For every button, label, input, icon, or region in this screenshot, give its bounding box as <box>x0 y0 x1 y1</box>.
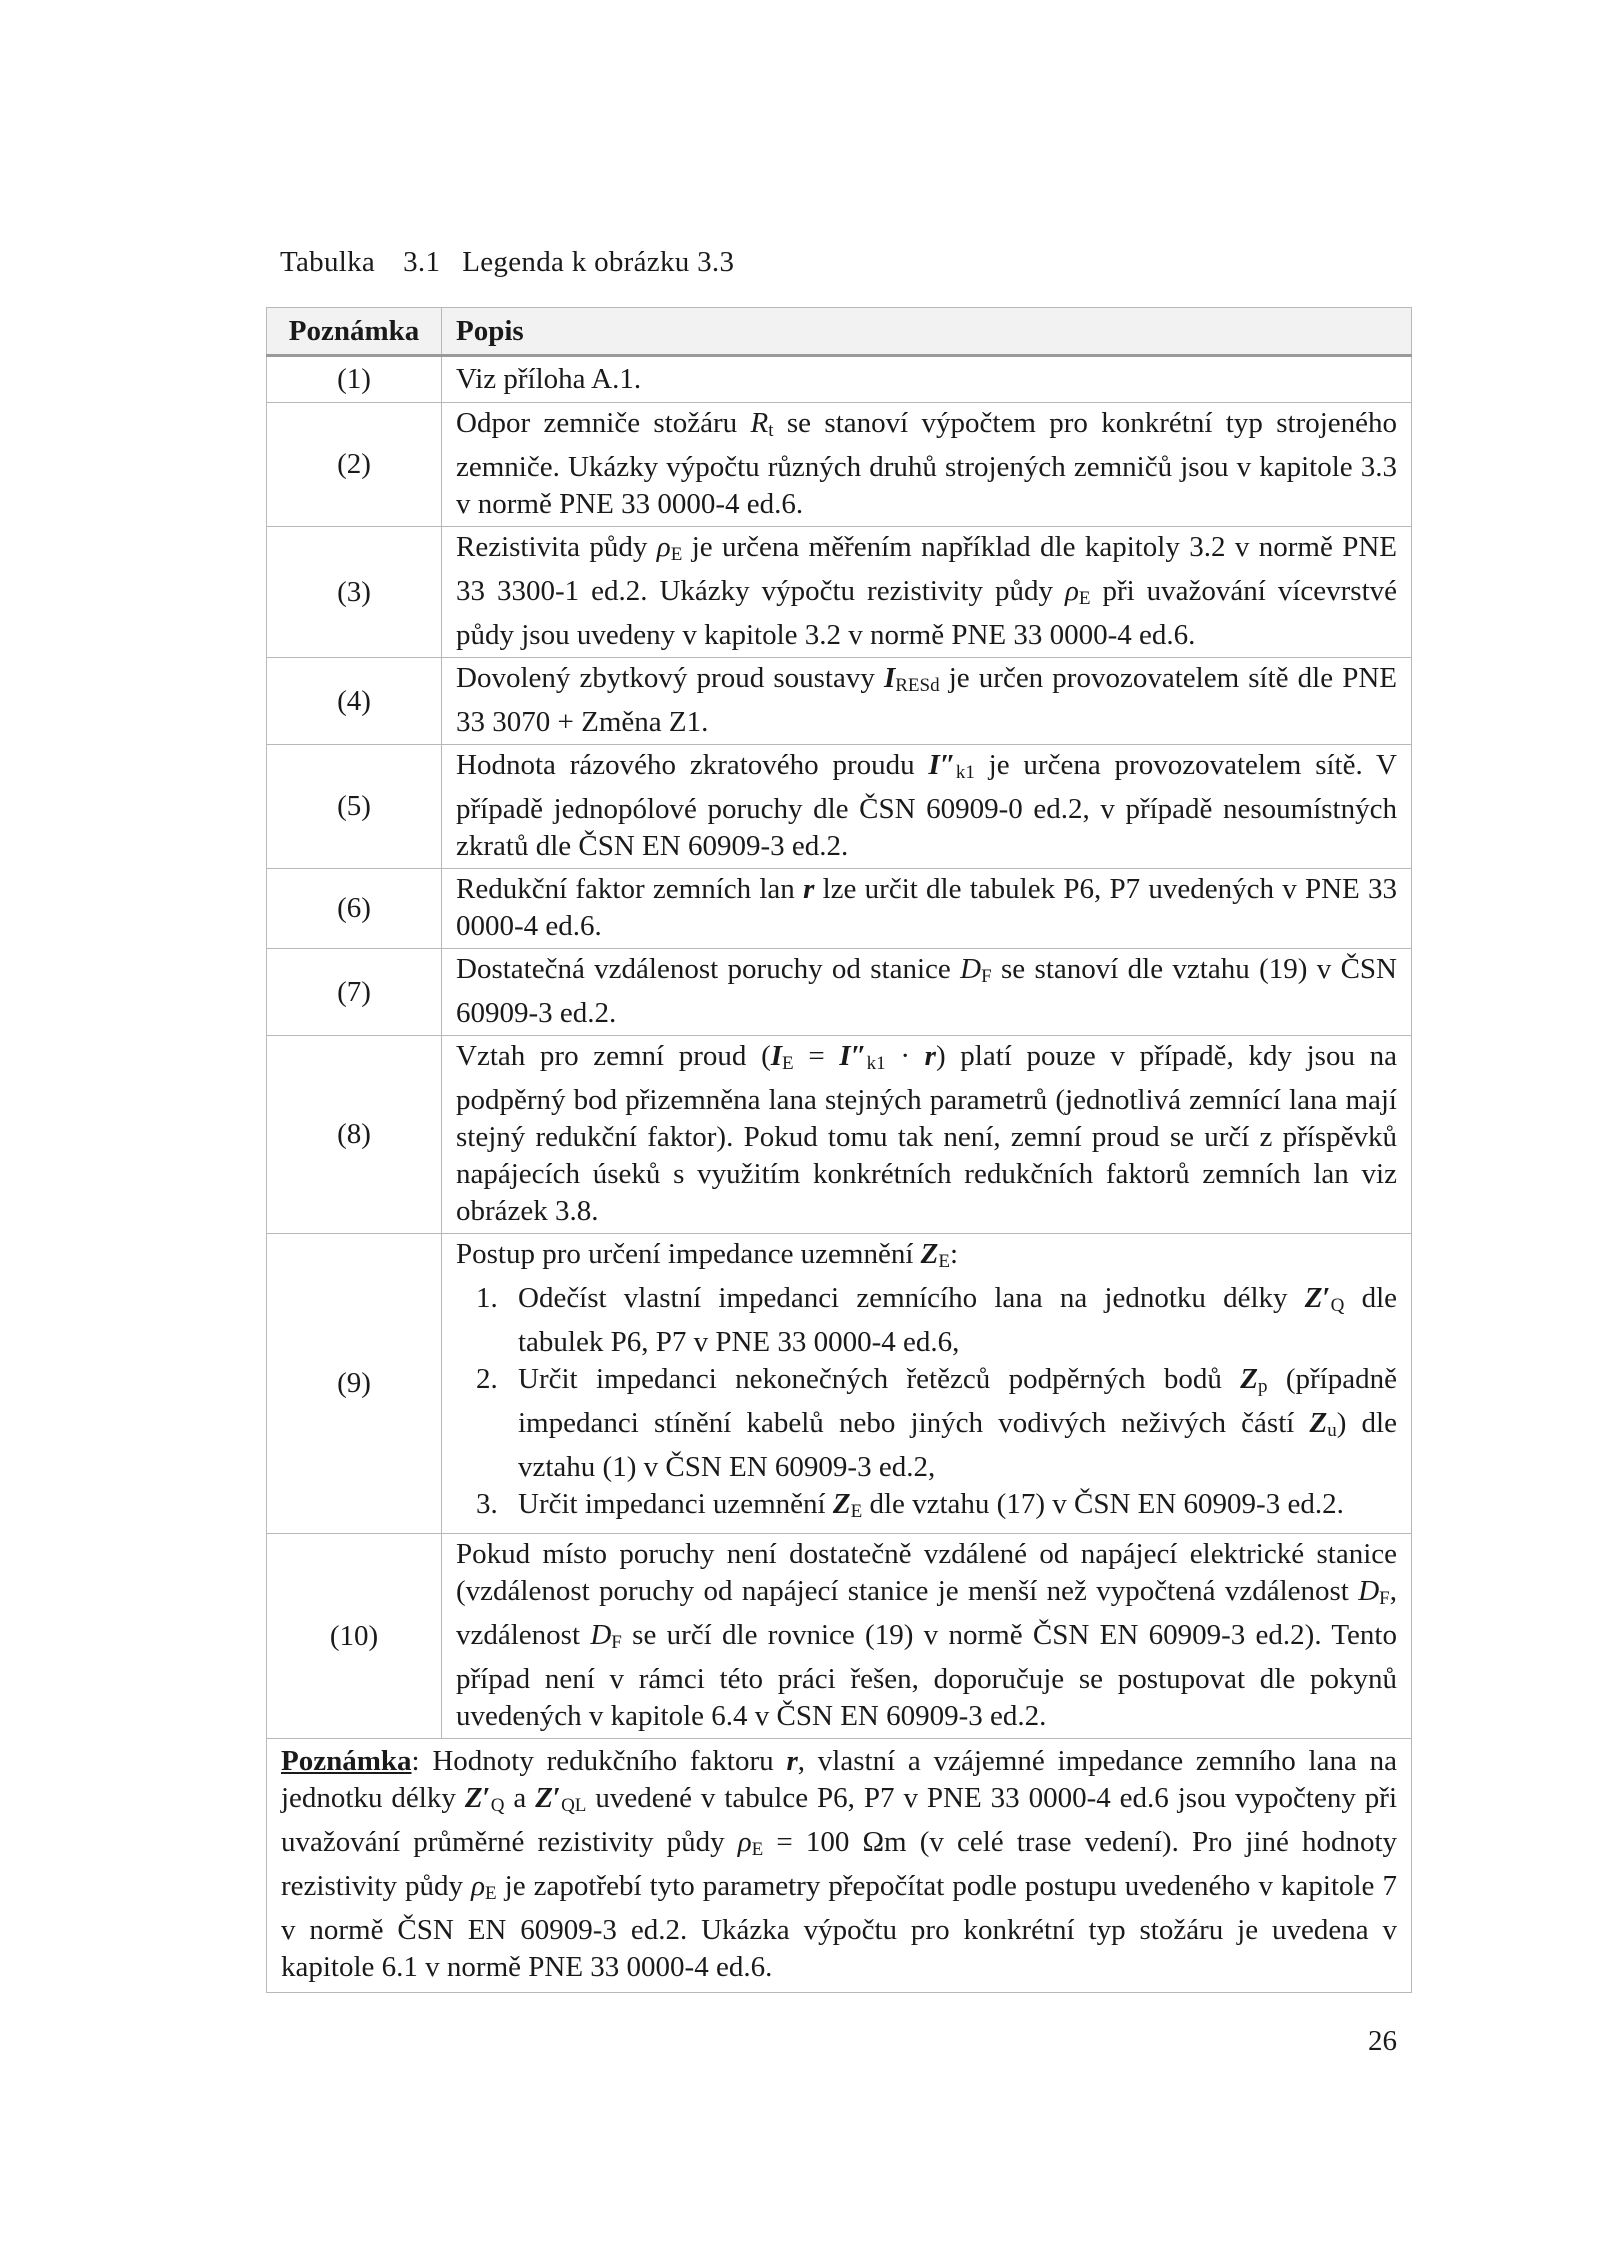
row-description: Odpor zemniče stožáru $R_t$ se stanoví výpočtem pro konkrétní typ strojeného zemniče. Ukázky výpočtu různých druhů strojených zemničů jsou v kapitole 3.3 v normě PNE 33 0000-4 ed.6. <box>442 403 1412 527</box>
footnote-label: Poznámka <box>281 1745 412 1777</box>
caption-number: 3.1 <box>403 246 441 278</box>
row-description: Rezistivita půdy $\rho_E$ je určena měřením například dle kapitoly 3.2 v normě PNE 33 3300-1 ed.2. Ukázky výpočtu rezistivity půdy $\rho_E$ při uvažování vícevrstvé půdy jsou uvedeny v kapitole 3.2 v normě PNE 33 0000-4 ed.6. <box>442 527 1412 658</box>
header-note: Poznámka <box>267 308 442 356</box>
legend-table <box>266 307 1412 1993</box>
row-description: Vztah pro zemní proud $(I_E = I''_{k1} \cdot r)$ platí pouze v případě, kdy jsou na podpěrný bod přizemněna lana stejných parametrů (jednotlivá zemnící lana mají stejný redukční faktor). Pokud tomu tak není, zemní proud se určí z příspěvků napájecích úseků s využitím konkrétních redukčních faktorů zemních lan viz obrázek 3.8. <box>442 1036 1412 1234</box>
table-row <box>267 658 1412 745</box>
list-item: 2. Určit impedanci nekonečných řetězců podpěrných bodů $Z_p$ (případně impedanci stínění kabelů nebo jiných vodivých neživých částí $Z_u$) dle vztahu (1) v ČSN EN 60909-3 ed.2, <box>476 1363 1397 1483</box>
row-number: (7) <box>267 949 442 1036</box>
table-row <box>267 949 1412 1036</box>
table-row <box>267 1036 1412 1234</box>
footnote-row <box>267 1739 1412 1993</box>
row-number: (4) <box>267 658 442 745</box>
header-description: Popis <box>442 308 1412 356</box>
symbol: R <box>750 407 769 439</box>
table-header-row <box>267 308 1412 356</box>
symbol: ρ <box>656 531 671 563</box>
row-description: Hodnota rázového zkratového proudu $I''_{k1}$ je určena provozovatelem sítě. V případě jednopólové poruchy dle ČSN 60909-0 ed.2, v případě nesoumístných zkratů dle ČSN EN 60909-3 ed.2. <box>442 745 1412 869</box>
table-row <box>267 356 1412 403</box>
row-number: (6) <box>267 869 442 949</box>
row-number: (8) <box>267 1036 442 1234</box>
row-number: (3) <box>267 527 442 658</box>
table-row <box>267 869 1412 949</box>
row-description <box>442 1234 1412 1534</box>
row-number: (5) <box>267 745 442 869</box>
caption-label: Tabulka <box>280 246 376 278</box>
table-row <box>267 1534 1412 1739</box>
page-number: 26 <box>1368 2025 1397 2057</box>
row-number: (2) <box>267 403 442 527</box>
row-number: (1) <box>267 356 442 403</box>
table-row <box>267 403 1412 527</box>
table-row <box>267 745 1412 869</box>
table-footnote: Poznámka: Hodnoty redukčního faktoru r, vlastní a vzájemné impedance zemního lana na jednotku délky $Z'_Q$ a $Z'_{QL}$ uvedené v tabulce P6, P7 v PNE 33 0000-4 ed.6 jsou vypočteny při uvažování průměrné rezistivity půdy $\rho_E = 100$ Ωm (v celé trase vedení). Pro jiné hodnoty rezistivity půdy $\rho_E$ je zapotřebí tyto parametry přepočítat podle postupu uvedeného v kapitole 7 v normě ČSN EN 60909-3 ed.2. Ukázka výpočtu pro konkrétní typ stožáru je uvedena v kapitole 6.1 v normě PNE 33 0000-4 ed.6. <box>267 1739 1412 1993</box>
table-caption <box>280 246 734 279</box>
row-number: (10) <box>267 1534 442 1739</box>
list-item: 3. Určit impedanci uzemnění $Z_E$ dle vztahu (17) v ČSN EN 60909-3 ed.2. <box>476 1488 1344 1522</box>
caption-title: Legenda k obrázku 3.3 <box>462 246 735 278</box>
symbol: I <box>928 749 940 781</box>
symbol: r <box>803 873 815 905</box>
row-description: Dovolený zbytkový proud soustavy $I_{RESd}$ je určen provozovatelem sítě dle PNE 33 3070 + Změna Z1. <box>442 658 1412 745</box>
row-description: Viz příloha A.1. <box>442 356 1412 403</box>
procedure-steps <box>456 1280 1397 1530</box>
table-row <box>267 1234 1412 1534</box>
symbol: D <box>960 953 982 985</box>
table-row <box>267 527 1412 658</box>
symbol: I <box>883 662 896 694</box>
list-item: 1. Odečíst vlastní impedanci zemnícího lana na jednotku délky $Z'_Q$ dle tabulek P6, P7 v PNE 33 0000-4 ed.6, <box>476 1282 1397 1358</box>
row-description: Pokud místo poruchy není dostatečně vzdálené od napájecí elektrické stanice (vzdálenost poruchy od napájecí stanice je menší než vypočtená vzdálenost $D_F$, vzdálenost $D_F$ se určí dle rovnice (19) v normě ČSN EN 60909-3 ed.2). Tento případ není v rámci této práci řešen, doporučuje se postupovat dle pokynů uvedených v kapitole 6.4 v ČSN EN 60909-3 ed.2. <box>442 1534 1412 1739</box>
procedure-intro: Postup pro určení impedance uzemnění $Z_E$: <box>456 1238 959 1272</box>
row-description: Dostatečná vzdálenost poruchy od stanice $D_F$ se stanoví dle vztahu (19) v ČSN 60909-3 ed.2. <box>442 949 1412 1036</box>
row-number: (9) <box>267 1234 442 1534</box>
row-description: Redukční faktor zemních lan r lze určit dle tabulek P6, P7 uvedených v PNE 33 0000-4 ed.6. <box>442 869 1412 949</box>
symbol: ρ <box>1064 575 1079 607</box>
